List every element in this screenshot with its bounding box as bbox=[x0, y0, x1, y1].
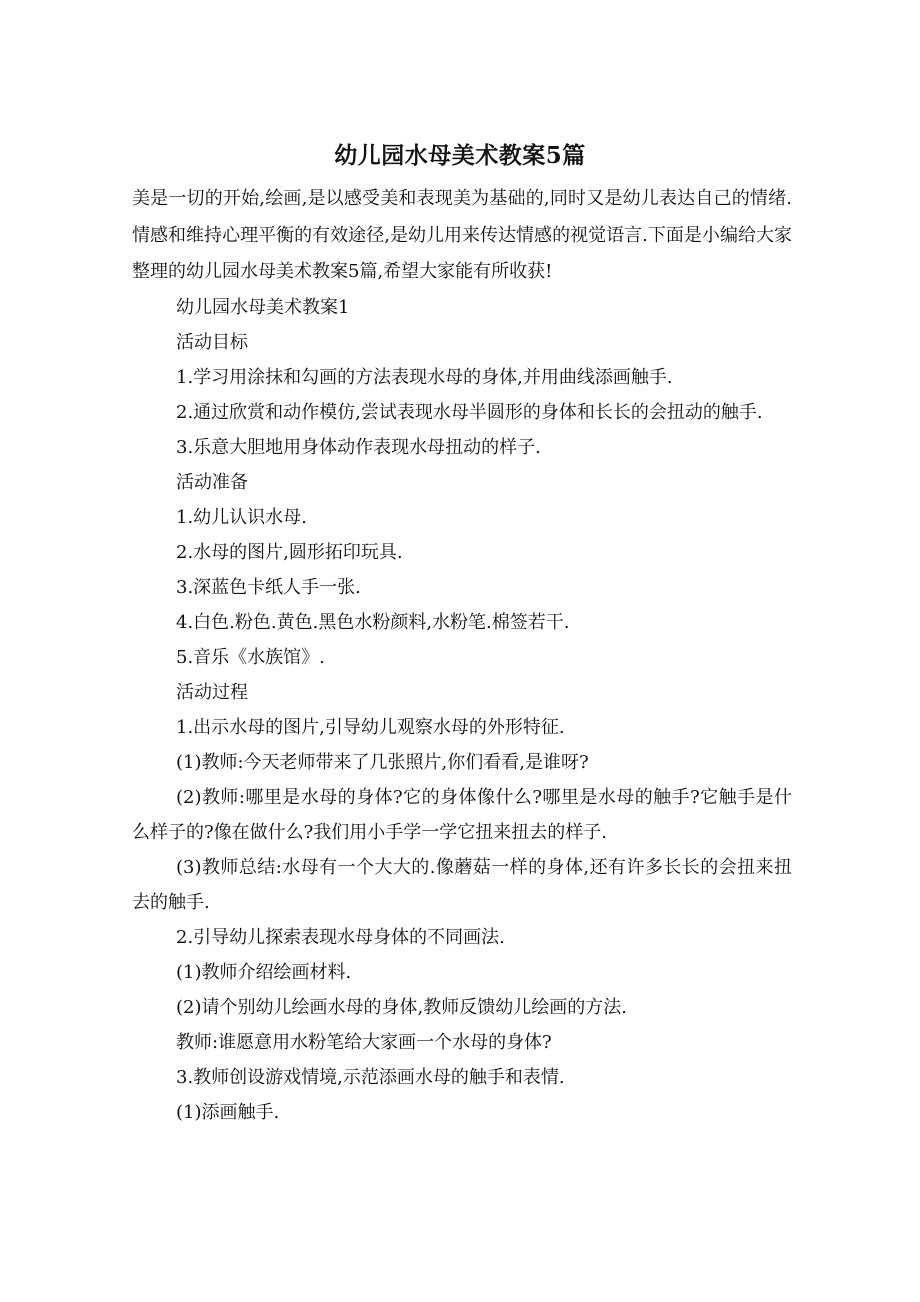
paragraph-process-2-2: (2)请个别幼儿绘画水母的身体,教师反馈幼儿绘画的方法. bbox=[176, 997, 627, 1018]
paragraph-prep-3: 3.深蓝色卡纸人手一张. bbox=[176, 577, 361, 598]
paragraph-goal-3: 3.乐意大胆地用身体动作表现水母扭动的样子. bbox=[176, 437, 541, 458]
paragraph-prep-1: 1.幼儿认识水母. bbox=[176, 507, 307, 528]
paragraph-goal-1: 1.学习用涂抹和勾画的方法表现水母的身体,并用曲线添画触手. bbox=[176, 367, 673, 388]
paragraph-heading-goals: 活动目标 bbox=[176, 332, 248, 353]
paragraph-prep-4: 4.白色.粉色.黄色.黑色水粉颜料,水粉笔.棉签若干. bbox=[176, 612, 570, 633]
document-title: 幼儿园水母美术教案5篇 bbox=[334, 142, 586, 169]
paragraph-prep-5: 5.音乐《水族馆》. bbox=[176, 647, 325, 668]
paragraph-process-2: 2.引导幼儿探索表现水母身体的不同画法. bbox=[176, 927, 505, 948]
paragraph-process-2-teacher: 教师:谁愿意用水粉笔给大家画一个水母的身体? bbox=[176, 1032, 552, 1053]
paragraph-heading-process: 活动过程 bbox=[176, 682, 248, 703]
paragraph-lesson-title: 幼儿园水母美术教案1 bbox=[176, 297, 350, 318]
document-body bbox=[132, 290, 792, 1130]
intro-paragraph: 美是一切的开始,绘画,是以感受美和表现美为基础的,同时又是幼儿表达自己的情绪.情感和维持心理平衡的有效途径,是幼儿用来传达情感的视觉语言.下面是小编给大家整理的幼儿园水母美术教案5篇,希望大家能有所收获! bbox=[132, 188, 792, 282]
paragraph-goal-2: 2.通过欣赏和动作模仿,尝试表现水母半圆形的身体和长长的会扭动的触手. bbox=[176, 402, 763, 423]
paragraph-process-1-3: (3)教师总结:水母有一个大大的.像蘑菇一样的身体,还有许多长长的会扭来扭去的触手. bbox=[132, 857, 792, 913]
paragraph-process-1: 1.出示水母的图片,引导幼儿观察水母的外形特征. bbox=[176, 717, 565, 738]
paragraph-heading-prep: 活动准备 bbox=[176, 472, 248, 493]
paragraph-prep-2: 2.水母的图片,圆形拓印玩具. bbox=[176, 542, 403, 563]
paragraph-process-3: 3.教师创设游戏情境,示范添画水母的触手和表情. bbox=[176, 1067, 565, 1088]
paragraph-process-1-1: (1)教师:今天老师带来了几张照片,你们看看,是谁呀? bbox=[176, 752, 589, 773]
paragraph-process-1-2: (2)教师:哪里是水母的身体?它的身体像什么?哪里是水母的触手?它触手是什么样子的?像在做什么?我们用小手学一学它扭来扭去的样子. bbox=[132, 787, 792, 843]
paragraph-process-3-1: (1)添画触手. bbox=[176, 1102, 280, 1123]
paragraph-process-2-1: (1)教师介绍绘画材料. bbox=[176, 962, 352, 983]
